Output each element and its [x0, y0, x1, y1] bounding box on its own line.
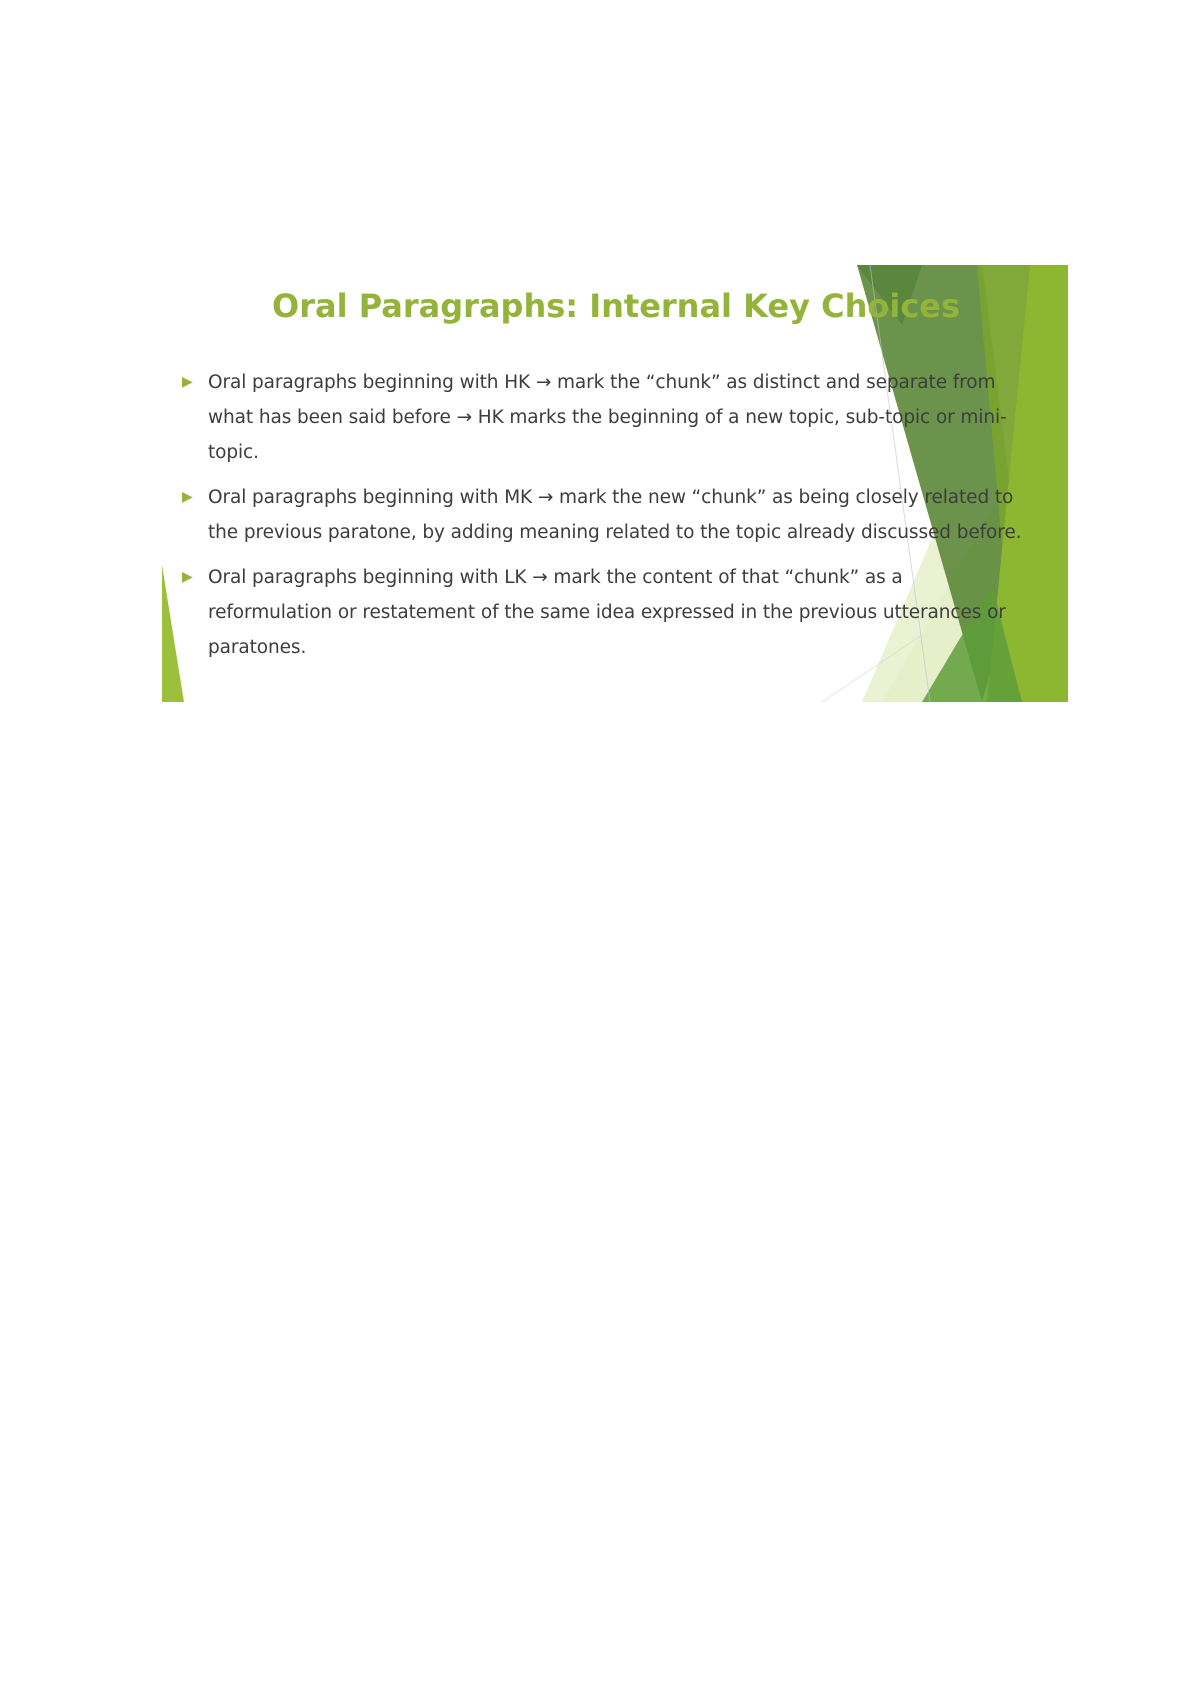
triangle-right-icon: ▶ — [182, 489, 193, 505]
slide — [162, 265, 1068, 702]
bullet-list — [182, 365, 1032, 675]
slide-title: Oral Paragraphs: Internal Key Choices — [272, 287, 961, 325]
bullet-item-hk — [182, 365, 1032, 470]
bullet-text: Oral paragraphs beginning with LK → mark the content of that “chunk” as a reformulation or restatement of the same idea expressed in the previous utterances or paratones. — [208, 567, 1006, 658]
triangle-right-icon: ▶ — [182, 569, 193, 585]
bullet-text: Oral paragraphs beginning with HK → mark the “chunk” as distinct and separate from what has been said before → HK marks the beginning of a new topic, sub-topic or mini-topic. — [208, 372, 1007, 463]
bullet-item-lk — [182, 560, 1032, 665]
left-green-sliver — [162, 565, 184, 702]
bullet-text: Oral paragraphs beginning with MK → mark the new “chunk” as being closely related to the previous paratone, by adding meaning related to the topic already discussed before. — [208, 487, 1022, 543]
bullet-item-mk — [182, 480, 1032, 550]
triangle-right-icon: ▶ — [182, 374, 193, 390]
